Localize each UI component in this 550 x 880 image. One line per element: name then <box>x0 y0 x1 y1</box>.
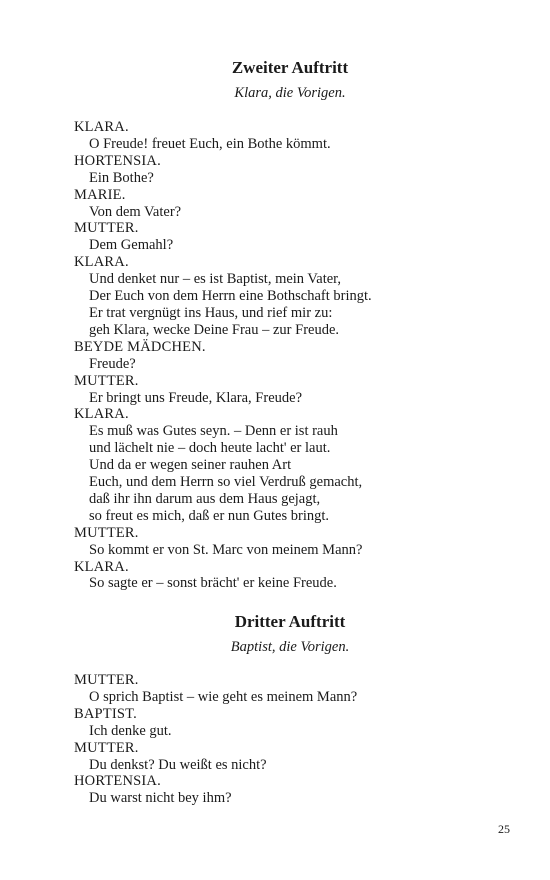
scene-subtitle: Klara, die Vorigen. <box>234 85 346 101</box>
scene-title: Dritter Auftritt <box>234 612 346 631</box>
verse-line: So sagte er – sonst brächt' er keine Freude. <box>89 575 337 592</box>
speaker-name: MUTTER. <box>74 372 139 389</box>
speaker-name: MARIE. <box>74 186 126 203</box>
speaker-name: MUTTER. <box>74 524 139 541</box>
speaker-name: BEYDE MÄDCHEN. <box>74 338 206 355</box>
verse-line: Dem Gemahl? <box>89 237 174 254</box>
verse-line: Du warst nicht bey ihm? <box>89 790 232 807</box>
speaker-name: MUTTER. <box>74 672 139 688</box>
verse-line: Und denket nur – es ist Baptist, mein Vater, <box>89 271 342 288</box>
speaker-name: MUTTER. <box>74 220 139 237</box>
speaker-name: BAPTIST. <box>74 705 137 722</box>
speaker-name: KLARA. <box>74 406 129 423</box>
verse-line: Du denkst? Du weißt es nicht? <box>89 756 267 773</box>
speaker-name: KLARA. <box>74 558 129 575</box>
speaker-name: KLARA. <box>74 254 129 271</box>
scene-title: Zweiter Auftritt <box>231 58 349 77</box>
verse-line: Freude? <box>89 355 136 372</box>
verse-line: Ich denke gut. <box>89 722 172 739</box>
verse-line: Er trat vergnügt ins Haus, und rief mir zu: <box>89 304 333 321</box>
verse-line: geh Klara, wecke Deine Frau – zur Freude. <box>89 321 340 338</box>
verse-line: Der Euch von dem Herrn eine Bothschaft bringt. <box>89 288 372 305</box>
verse-line: Euch, und dem Herrn so viel Verdruß gemacht, <box>89 474 363 491</box>
speaker-name: MUTTER. <box>74 739 139 756</box>
speaker-name: HORTENSIA. <box>74 152 161 169</box>
verse-line: Von dem Vater? <box>89 203 182 220</box>
speaker-name: HORTENSIA. <box>74 773 161 790</box>
verse-line: Und da er wegen seiner rauhen Art <box>89 457 292 474</box>
speaker-name: KLARA. <box>74 119 129 135</box>
verse-line: So kommt er von St. Marc von meinem Mann? <box>89 541 363 558</box>
dialogue-block <box>74 672 514 807</box>
verse-line: O Freude! freuet Euch, ein Bothe kömmt. <box>89 135 331 152</box>
verse-line: und lächelt nie – doch heute lacht' er laut. <box>89 440 331 457</box>
verse-line: so freut es mich, daß er nun Gutes bringt. <box>89 507 330 524</box>
verse-line: daß ihr ihn darum aus dem Haus gejagt, <box>89 490 321 507</box>
verse-line: Es muß was Gutes seyn. – Denn er ist rauh <box>89 423 338 440</box>
page-number: 25 <box>498 822 510 836</box>
verse-line: Er bringt uns Freude, Klara, Freude? <box>89 389 303 406</box>
verse-line: Ein Bothe? <box>89 169 154 186</box>
verse-line: O sprich Baptist – wie geht es meinem Mann? <box>89 688 358 705</box>
scene-subtitle: Baptist, die Vorigen. <box>230 639 350 655</box>
dialogue-block <box>74 119 514 592</box>
